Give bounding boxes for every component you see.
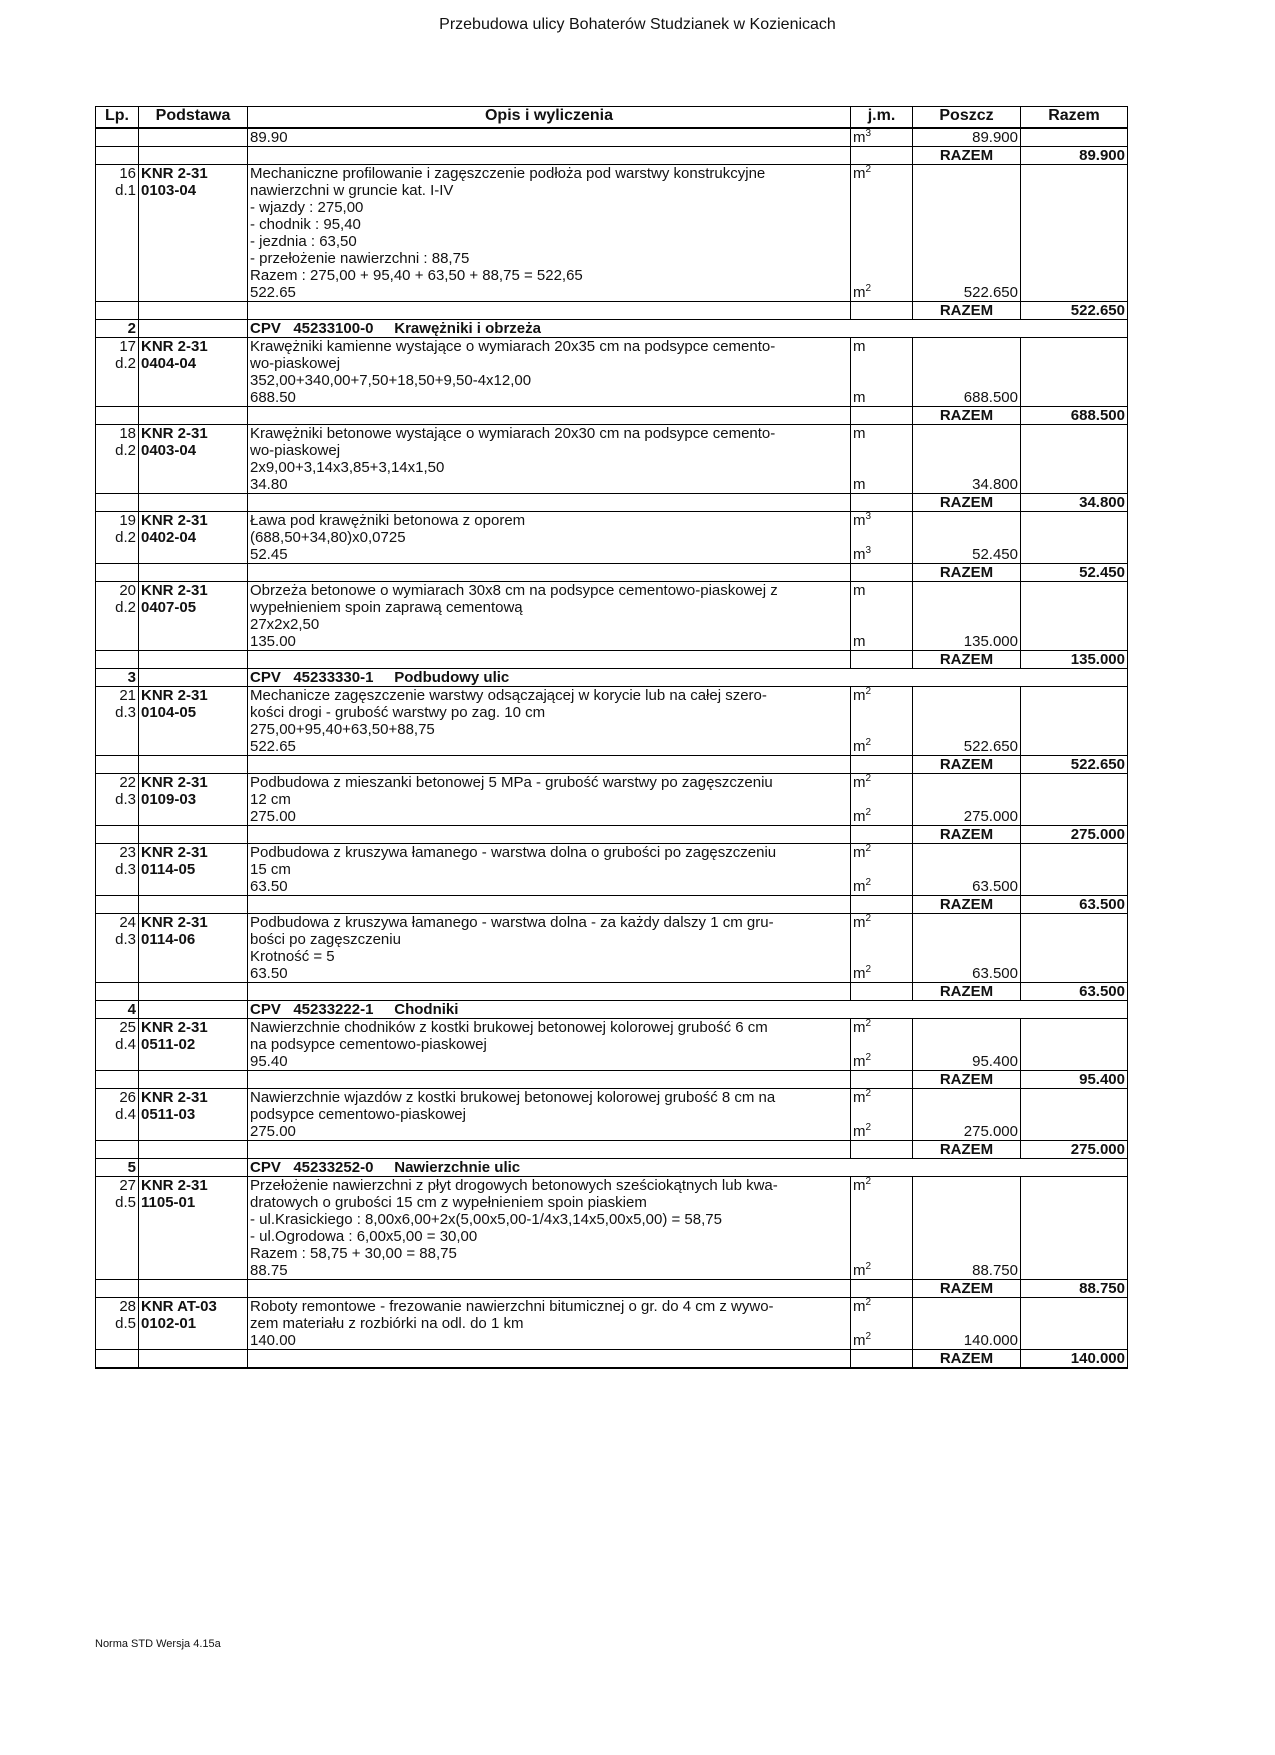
razem-value: 63.500 [1021,983,1128,1001]
footer-version: Norma STD Wersja 4.15a [95,1638,221,1650]
description-line: Ława pod krawężniki betonowa z oporem [250,512,526,529]
razem-row [96,756,1128,774]
item-unit: $m^2$ $m^2$ [851,1298,913,1350]
description-line: Krawężniki betonowe wystające o wymiarach 20x30 cm na podsypce cemento- [250,425,776,442]
item-description [248,774,851,826]
razem-value: 688.500 [1021,407,1128,425]
section-row [96,1159,1128,1177]
table-row [96,425,1128,494]
item-podstawa: KNR 2-31 0104-05 [139,687,248,756]
item-description [248,1089,851,1141]
item-podstawa: KNR AT-03 0102-01 [139,1298,248,1350]
carry-row [96,128,1128,147]
razem-row [96,1280,1128,1298]
item-unit: m m [851,582,913,651]
description-line: Mechaniczne profilowanie i zagęszczenie podłoża pod warstwy konstrukcyjne [250,165,766,182]
table-row [96,512,1128,564]
razem-value: 95.400 [1021,1071,1128,1089]
item-poszcz: 63.500 [913,844,1021,896]
razem-label: RAZEM [913,1350,1021,1369]
col-lp-header: Lp. [96,107,139,129]
description-line: nawierzchni w gruncie kat. I-IV [250,182,454,199]
description-line: zem materiału z rozbiórki na odl. do 1 km [250,1315,524,1332]
description-line: - jezdnia : 63,50 [250,233,357,250]
section-title: CPV 45233100-0 Krawężniki i obrzeża [248,320,1128,338]
table-row [96,844,1128,896]
item-unit: m m [851,338,913,407]
item-podstawa: KNR 2-31 0114-06 [139,914,248,983]
description-line: Krotność = 5 [250,948,335,965]
description-line: dratowych o grubości 15 cm z wypełnieniem spoin piaskiem [250,1194,647,1211]
carry-razem-row [96,147,1128,165]
description-line: 15 cm [250,861,291,878]
item-lp: 21 d.3 [96,687,139,756]
item-unit: $m^2$ $m^2$ [851,1177,913,1280]
razem-row [96,651,1128,669]
razem-label: RAZEM [913,756,1021,774]
item-description [248,1019,851,1071]
description-line: wo-piaskowej [250,442,341,459]
description-line: Podbudowa z kruszywa łamanego - warstwa dolna o grubości po zagęszczeniu [250,844,777,861]
item-poszcz: 95.400 [913,1019,1021,1071]
item-unit: $m^2$ $m^2$ [851,844,913,896]
description-line: 275.00 [250,808,296,825]
razem-label: RAZEM [913,407,1021,425]
section-lp: 3 [96,669,139,687]
razem-label: RAZEM [913,651,1021,669]
item-poszcz: 52.450 [913,512,1021,564]
razem-label: RAZEM [913,494,1021,512]
razem-row [96,983,1128,1001]
description-line: - przełożenie nawierzchni : 88,75 [250,250,470,267]
description-line: 522.65 [250,284,296,301]
description-line: 522.65 [250,738,296,755]
section-lp: 5 [96,1159,139,1177]
description-line: 2x9,00+3,14x3,85+3,14x1,50 [250,459,445,476]
description-line: 52.45 [250,546,288,563]
item-lp: 23 d.3 [96,844,139,896]
item-description [248,165,851,302]
razem-label: RAZEM [913,983,1021,1001]
description-line: 34.80 [250,476,288,493]
item-podstawa: KNR 2-31 0109-03 [139,774,248,826]
description-line: Nawierzchnie chodników z kostki brukowej betonowej kolorowej grubość 6 cm [250,1019,768,1036]
item-lp: 26 d.4 [96,1089,139,1141]
carry-desc: 89.90 [248,128,851,147]
razem-label: RAZEM [913,1280,1021,1298]
description-line: - wjazdy : 275,00 [250,199,364,216]
section-row [96,669,1128,687]
item-podstawa: KNR 2-31 0403-04 [139,425,248,494]
carry-unit: $m^3$ [851,128,913,147]
description-line: podsypce cementowo-piaskowej [250,1106,466,1123]
description-line: 140.00 [250,1332,296,1349]
razem-row [96,896,1128,914]
description-line: 135.00 [250,633,296,650]
razem-label: RAZEM [913,1071,1021,1089]
item-lp: 22 d.3 [96,774,139,826]
item-poszcz: 275.000 [913,1089,1021,1141]
table-row [96,914,1128,983]
item-unit: m m [851,425,913,494]
section-title: CPV 45233222-1 Chodniki [248,1001,1128,1019]
table-row [96,1089,1128,1141]
item-unit: $m^2$ $m^2$ [851,165,913,302]
item-poszcz: 275.000 [913,774,1021,826]
item-unit: $m^2$ $m^2$ [851,1089,913,1141]
item-lp: 28 d.5 [96,1298,139,1350]
item-podstawa: KNR 2-31 0407-05 [139,582,248,651]
description-line: bości po zagęszczeniu [250,931,401,948]
table-row [96,774,1128,826]
item-description [248,844,851,896]
col-razem-header: Razem [1021,107,1128,129]
cost-estimate-table [95,106,1128,1369]
description-line: 12 cm [250,791,291,808]
razem-value: 275.000 [1021,826,1128,844]
razem-label: RAZEM [913,826,1021,844]
description-line: Obrzeża betonowe o wymiarach 30x8 cm na podsypce cementowo-piaskowej z [250,582,778,599]
item-description [248,425,851,494]
razem-label: RAZEM [913,1141,1021,1159]
item-description [248,687,851,756]
description-line: Podbudowa z kruszywa łamanego - warstwa dolna - za każdy dalszy 1 cm gru- [250,914,774,931]
item-poszcz: 522.650 [913,687,1021,756]
item-lp: 19 d.2 [96,512,139,564]
item-podstawa: KNR 2-31 1105-01 [139,1177,248,1280]
razem-label: RAZEM [913,896,1021,914]
description-line: 63.50 [250,878,288,895]
item-description [248,914,851,983]
item-description [248,338,851,407]
razem-value: 52.450 [1021,564,1128,582]
col-podstawa-header: Podstawa [139,107,248,129]
item-unit: $m^2$ $m^2$ [851,914,913,983]
razem-value: 140.000 [1021,1350,1128,1369]
table-row [96,1177,1128,1280]
item-lp: 16 d.1 [96,165,139,302]
description-line: Przełożenie nawierzchni z płyt drogowych betonowych sześciokątnych lub kwa- [250,1177,778,1194]
col-jm-header: j.m. [851,107,913,129]
section-title: CPV 45233330-1 Podbudowy ulic [248,669,1128,687]
razem-value: 63.500 [1021,896,1128,914]
section-row [96,1001,1128,1019]
razem-value: 88.750 [1021,1280,1128,1298]
item-podstawa: KNR 2-31 0402-04 [139,512,248,564]
section-title: CPV 45233252-0 Nawierzchnie ulic [248,1159,1128,1177]
razem-row [96,1071,1128,1089]
razem-row [96,1350,1128,1369]
razem-label: RAZEM [913,302,1021,320]
item-poszcz: 88.750 [913,1177,1021,1280]
razem-value: 89.900 [1021,147,1128,165]
carry-poszcz: 89.900 [913,128,1021,147]
razem-value: 522.650 [1021,756,1128,774]
table-row [96,1019,1128,1071]
razem-row [96,564,1128,582]
description-line: 27x2x2,50 [250,616,320,633]
item-podstawa: KNR 2-31 0103-04 [139,165,248,302]
item-lp: 18 d.2 [96,425,139,494]
description-line: 63.50 [250,965,288,982]
razem-row [96,407,1128,425]
table-row [96,582,1128,651]
razem-row [96,1141,1128,1159]
item-lp: 25 d.4 [96,1019,139,1071]
description-line: 95.40 [250,1053,288,1070]
razem-row [96,494,1128,512]
item-description [248,1298,851,1350]
razem-label: RAZEM [913,564,1021,582]
item-poszcz: 135.000 [913,582,1021,651]
item-podstawa: KNR 2-31 0511-02 [139,1019,248,1071]
razem-value: 275.000 [1021,1141,1128,1159]
section-lp: 2 [96,320,139,338]
description-line: Podbudowa z mieszanki betonowej 5 MPa - grubość warstwy po zagęszczeniu [250,774,773,791]
description-line: (688,50+34,80)x0,0725 [250,529,406,546]
item-poszcz: 522.650 [913,165,1021,302]
item-description [248,1177,851,1280]
item-unit: $m^2$ $m^2$ [851,687,913,756]
description-line: Razem : 275,00 + 95,40 + 63,50 + 88,75 = 522,65 [250,267,583,284]
section-row [96,320,1128,338]
item-description [248,582,851,651]
razem-value: 34.800 [1021,494,1128,512]
table-row [96,1298,1128,1350]
col-opis-header: Opis i wyliczenia [248,107,851,129]
description-line: Roboty remontowe - frezowanie nawierzchni bitumicznej o gr. do 4 cm z wywo- [250,1298,774,1315]
description-line: wypełnieniem spoin zaprawą cementową [250,599,523,616]
description-line: kości drogi - grubość warstwy po zag. 10 cm [250,704,546,721]
description-line: 275,00+95,40+63,50+88,75 [250,721,435,738]
item-poszcz: 140.000 [913,1298,1021,1350]
razem-row [96,302,1128,320]
razem-row [96,826,1128,844]
item-unit: $m^3$ $m^3$ [851,512,913,564]
item-podstawa: KNR 2-31 0404-04 [139,338,248,407]
description-line: 352,00+340,00+7,50+18,50+9,50-4x12,00 [250,372,532,389]
razem-value: 522.650 [1021,302,1128,320]
description-line: 688.50 [250,389,296,406]
razem-value: 135.000 [1021,651,1128,669]
description-line: - chodnik : 95,40 [250,216,361,233]
description-line: wo-piaskowej [250,355,341,372]
item-unit: $m^2$ $m^2$ [851,774,913,826]
description-line: Razem : 58,75 + 30,00 = 88,75 [250,1245,457,1262]
item-poszcz: 688.500 [913,338,1021,407]
item-poszcz: 34.800 [913,425,1021,494]
description-line: - ul.Krasickiego : 8,00x6,00+2x(5,00x5,00-1/4x3,14x5,00x5,00) = 58,75 [250,1211,722,1228]
description-line: - ul.Ogrodowa : 6,00x5,00 = 30,00 [250,1228,478,1245]
col-poszcz-header: Poszcz [913,107,1021,129]
description-line: 275.00 [250,1123,296,1140]
item-poszcz: 63.500 [913,914,1021,983]
table-row [96,338,1128,407]
page-title: Przebudowa ulicy Bohaterów Studzianek w Kozienicach [439,16,836,33]
table-row [96,165,1128,302]
item-lp: 17 d.2 [96,338,139,407]
table-row [96,687,1128,756]
description-line: Mechanicze zagęszczenie warstwy odsączającej w korycie lub na całej szero- [250,687,767,704]
table-header-row [96,107,1128,129]
razem-label: RAZEM [913,147,1021,165]
item-lp: 27 d.5 [96,1177,139,1280]
description-line: Krawężniki kamienne wystające o wymiarach 20x35 cm na podsypce cemento- [250,338,776,355]
item-description [248,512,851,564]
item-lp: 24 d.3 [96,914,139,983]
item-unit: $m^2$ $m^2$ [851,1019,913,1071]
item-podstawa: KNR 2-31 0511-03 [139,1089,248,1141]
item-podstawa: KNR 2-31 0114-05 [139,844,248,896]
description-line: na podsypce cementowo-piaskowej [250,1036,487,1053]
description-line: Nawierzchnie wjazdów z kostki brukowej betonowej kolorowej grubość 8 cm na [250,1089,776,1106]
section-lp: 4 [96,1001,139,1019]
description-line: 88.75 [250,1262,288,1279]
item-lp: 20 d.2 [96,582,139,651]
